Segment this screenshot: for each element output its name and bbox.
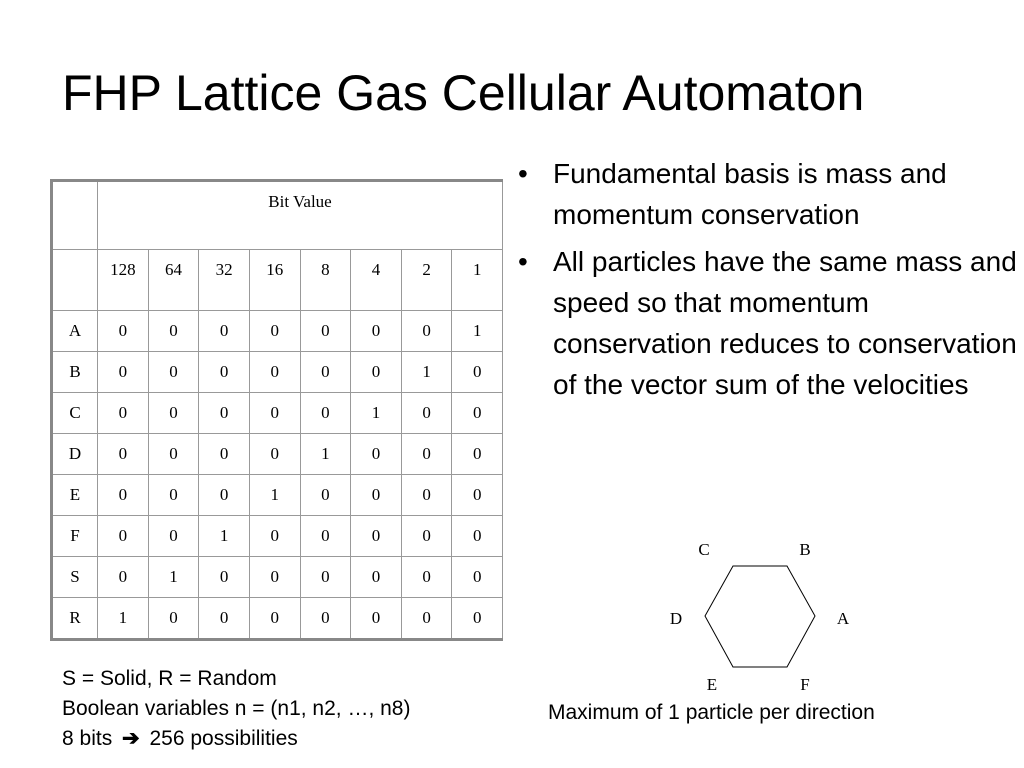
bit-weights-corner-cell bbox=[52, 250, 98, 311]
table-row bbox=[52, 557, 503, 598]
bit-cell: 0 bbox=[199, 393, 250, 434]
direction-label-f: F bbox=[800, 675, 810, 694]
row-label-cell: B bbox=[52, 352, 98, 393]
bit-cell: 1 bbox=[452, 311, 503, 352]
bullet-dot-icon: • bbox=[518, 246, 528, 277]
notes-possibilities: 8 bits ➔ 256 possibilities bbox=[62, 727, 298, 750]
bit-cell: 0 bbox=[98, 434, 149, 475]
bit-cell: 0 bbox=[351, 475, 402, 516]
bit-weight-cell: 4 bbox=[351, 250, 402, 311]
bit-cell: 0 bbox=[199, 311, 250, 352]
bit-cell: 0 bbox=[148, 311, 199, 352]
bit-cell: 0 bbox=[300, 557, 351, 598]
bit-cell: 1 bbox=[249, 475, 300, 516]
row-label-cell: C bbox=[52, 393, 98, 434]
row-label-cell: E bbox=[52, 475, 98, 516]
bit-cell: 0 bbox=[351, 598, 402, 640]
bit-cell: 0 bbox=[300, 475, 351, 516]
bit-cell: 0 bbox=[351, 352, 402, 393]
direction-label-c: C bbox=[698, 540, 710, 559]
bit-cell: 0 bbox=[401, 434, 452, 475]
bit-cell: 0 bbox=[401, 598, 452, 640]
bit-cell: 0 bbox=[351, 434, 402, 475]
bit-weight-cell: 128 bbox=[98, 250, 149, 311]
table-row bbox=[52, 393, 503, 434]
table-corner-cell bbox=[52, 181, 98, 250]
bit-cell: 1 bbox=[351, 393, 402, 434]
bit-cell: 0 bbox=[148, 598, 199, 640]
bit-cell: 0 bbox=[351, 516, 402, 557]
table-row bbox=[52, 434, 503, 475]
bit-weight-cell: 8 bbox=[300, 250, 351, 311]
bit-cell: 0 bbox=[300, 598, 351, 640]
bullet-list bbox=[518, 153, 1018, 411]
bit-cell: 0 bbox=[249, 311, 300, 352]
bullet-dot-icon: • bbox=[518, 158, 528, 189]
bit-cell: 0 bbox=[351, 311, 402, 352]
bit-cell: 0 bbox=[452, 434, 503, 475]
bit-cell: 0 bbox=[401, 516, 452, 557]
bit-cell: 0 bbox=[148, 516, 199, 557]
bit-cell: 1 bbox=[401, 352, 452, 393]
bullet-item: • Fundamental basis is mass and momentum conservation bbox=[518, 153, 1018, 235]
direction-label-e: E bbox=[706, 675, 718, 694]
table-row bbox=[52, 475, 503, 516]
bit-cell: 0 bbox=[199, 475, 250, 516]
bit-weight-cell: 16 bbox=[249, 250, 300, 311]
bit-cell: 0 bbox=[452, 475, 503, 516]
bit-cell: 0 bbox=[199, 598, 250, 640]
bit-cell: 0 bbox=[300, 393, 351, 434]
bit-cell: 0 bbox=[98, 475, 149, 516]
table-row bbox=[52, 516, 503, 557]
bit-cell: 0 bbox=[98, 352, 149, 393]
bit-cell: 1 bbox=[300, 434, 351, 475]
right-arrow-icon: ➔ bbox=[122, 727, 140, 750]
bit-cell: 0 bbox=[148, 393, 199, 434]
bit-cell: 0 bbox=[452, 516, 503, 557]
bit-cell: 0 bbox=[249, 393, 300, 434]
bit-cell: 0 bbox=[452, 598, 503, 640]
bit-cell: 0 bbox=[300, 352, 351, 393]
bit-cell: 0 bbox=[452, 352, 503, 393]
direction-label-a: A bbox=[836, 609, 850, 628]
bit-cell: 0 bbox=[300, 311, 351, 352]
bit-cell: 0 bbox=[199, 557, 250, 598]
hexagon-shape bbox=[705, 566, 815, 667]
bit-cell: 0 bbox=[199, 434, 250, 475]
bit-cell: 0 bbox=[401, 311, 452, 352]
bit-cell: 0 bbox=[452, 393, 503, 434]
bit-cell: 0 bbox=[98, 393, 149, 434]
notes-block bbox=[62, 664, 410, 754]
row-label-cell: S bbox=[52, 557, 98, 598]
bit-weight-cell: 2 bbox=[401, 250, 452, 311]
table-row bbox=[52, 598, 503, 640]
notes-boolean-variables: Boolean variables n = (n1, n2, …, n8) bbox=[62, 697, 411, 720]
bit-cell: 0 bbox=[401, 393, 452, 434]
bit-cell: 0 bbox=[401, 475, 452, 516]
bit-cell: 0 bbox=[249, 352, 300, 393]
bit-weight-cell: 32 bbox=[199, 250, 250, 311]
hexagon-caption: Maximum of 1 particle per direction bbox=[548, 701, 875, 724]
direction-label-d: D bbox=[669, 609, 683, 628]
bit-cell: 0 bbox=[199, 352, 250, 393]
row-label-cell: R bbox=[52, 598, 98, 640]
notes-legend: S = Solid, R = Random bbox=[62, 667, 277, 690]
bit-cell: 0 bbox=[148, 434, 199, 475]
table-row bbox=[52, 311, 503, 352]
bit-cell: 0 bbox=[401, 557, 452, 598]
bit-cell: 0 bbox=[351, 557, 402, 598]
bit-weights-row bbox=[52, 250, 503, 311]
row-label-cell: D bbox=[52, 434, 98, 475]
table-row bbox=[52, 352, 503, 393]
hexagon-diagram bbox=[660, 535, 860, 697]
bit-cell: 1 bbox=[98, 598, 149, 640]
bit-cell: 1 bbox=[148, 557, 199, 598]
table-header-row bbox=[52, 181, 503, 250]
row-label-cell: F bbox=[52, 516, 98, 557]
bit-cell: 0 bbox=[300, 516, 351, 557]
bit-weight-cell: 1 bbox=[452, 250, 503, 311]
bit-cell: 0 bbox=[249, 557, 300, 598]
bit-cell: 0 bbox=[148, 352, 199, 393]
bit-cell: 1 bbox=[199, 516, 250, 557]
bit-cell: 0 bbox=[452, 557, 503, 598]
row-label-cell: A bbox=[52, 311, 98, 352]
bit-cell: 0 bbox=[98, 516, 149, 557]
bit-cell: 0 bbox=[249, 434, 300, 475]
bit-value-header: Bit Value bbox=[98, 181, 503, 250]
slide-title: FHP Lattice Gas Cellular Automaton bbox=[62, 65, 865, 121]
bit-cell: 0 bbox=[249, 516, 300, 557]
bit-cell: 0 bbox=[98, 557, 149, 598]
bit-cell: 0 bbox=[148, 475, 199, 516]
bit-weight-cell: 64 bbox=[148, 250, 199, 311]
bit-value-table bbox=[50, 179, 503, 641]
bit-cell: 0 bbox=[249, 598, 300, 640]
bullet-item: • All particles have the same mass and speed so that momentum conservation reduces to conservation of the vector sum of the velocities bbox=[518, 241, 1018, 405]
direction-label-b: B bbox=[799, 540, 811, 559]
bit-cell: 0 bbox=[98, 311, 149, 352]
